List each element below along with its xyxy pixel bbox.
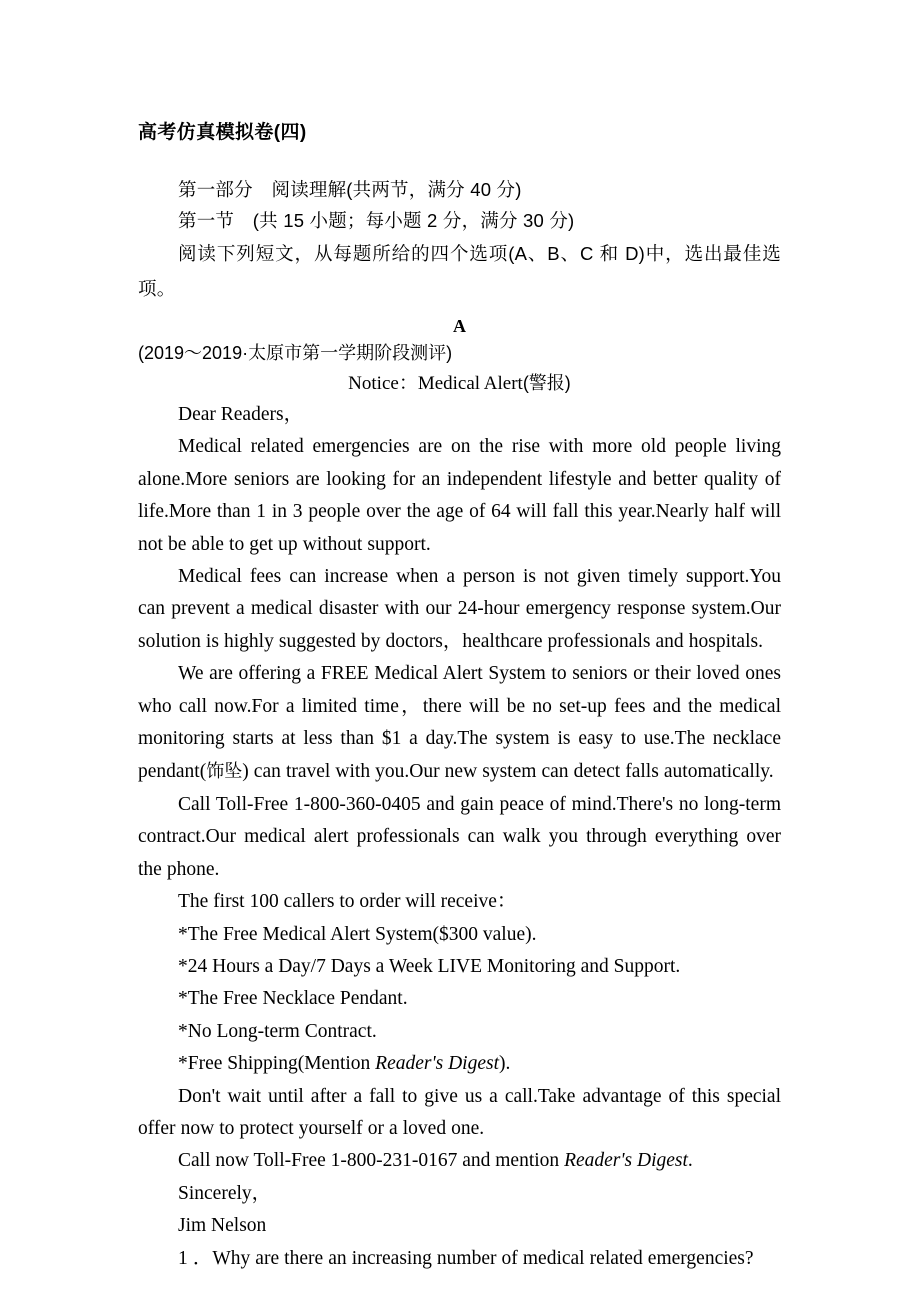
call-now-line bbox=[138, 1145, 781, 1177]
sign-off: Sincerely， bbox=[178, 1182, 272, 1204]
list-item: *The Free Medical Alert System($300 value). bbox=[178, 923, 537, 945]
passage-letter: A bbox=[453, 316, 466, 336]
spacer bbox=[138, 306, 781, 313]
offer-text-part-1: We are offering a FREE Medical Alert System to seniors or their loved ones who call now.For a limited time，there will be no set-up fees and the medical monitoring starts at less than $1 a day.The system is easy to use.The necklace pendant( bbox=[138, 663, 781, 783]
notice-title-gloss: (警报) bbox=[522, 373, 571, 393]
list-item: *The Free Necklace Pendant. bbox=[178, 988, 408, 1010]
publication-title: Reader's Digest bbox=[375, 1053, 500, 1075]
pendant-gloss: 饰坠 bbox=[206, 761, 243, 782]
body-paragraph-1: Medical related emergencies are on the rise with more old people living alone.More seniors are looking for an independent lifestyle and better quality of life.More than 1 in 3 people over the age of 64 will fall this year.Nearly half will not be able to get up without support. bbox=[138, 436, 781, 555]
reading-instruction: 阅读下列短文，从每题所给的四个选项(A、B、C 和 D)中，选出最佳选项。 bbox=[138, 243, 781, 299]
section-heading: 第一节 (共 15 小题；每小题 2 分，满分 30 分) bbox=[178, 210, 575, 231]
page-content bbox=[138, 118, 781, 1275]
body-paragraph-4: Call Toll-Free 1-800-360-0405 and gain peace of mind.There's no long-term contract.Our medical alert professionals can walk you through everything over the phone. bbox=[138, 793, 781, 880]
offer-text-part-2: ) can travel with you.Our new system can detect falls automatically. bbox=[242, 761, 774, 783]
list-item: *24 Hours a Day/7 Days a Week LIVE Monitoring and Support. bbox=[178, 955, 681, 977]
list-item bbox=[138, 1048, 781, 1080]
closing-paragraph: Don't wait until after a fall to give us a call.Take advantage of this special offer now to protect yourself or a loved one. bbox=[138, 1085, 781, 1139]
exam-title: 高考仿真模拟卷(四) bbox=[138, 122, 307, 143]
publication-title: Reader's Digest bbox=[564, 1150, 688, 1172]
passage-source: (2019～2019·太原市第一学期阶段测评) bbox=[138, 343, 453, 363]
salutation: Dear Readers， bbox=[178, 404, 304, 425]
signature: Jim Nelson bbox=[178, 1215, 267, 1237]
question-1: 1 ．Why are there an increasing number of medical related emergencies? bbox=[178, 1247, 754, 1269]
call-now-suffix: . bbox=[687, 1150, 693, 1172]
list-item-tail: ). bbox=[499, 1053, 511, 1075]
body-paragraph-3 bbox=[138, 658, 781, 789]
list-item: *No Long-term Contract. bbox=[178, 1020, 377, 1042]
body-paragraph-2: Medical fees can increase when a person is not given timely support.You can prevent a medical disaster with our 24-hour emergency response system.Our solution is highly suggested by doctors，healthcare professionals and hospitals. bbox=[138, 566, 781, 652]
notice-title-english: Notice：Medical Alert bbox=[348, 373, 523, 394]
part-heading: 第一部分 阅读理解(共两节，满分 40 分) bbox=[178, 179, 522, 200]
list-item-text: *Free Shipping(Mention bbox=[178, 1053, 376, 1075]
notice-title bbox=[138, 368, 781, 399]
call-now-prefix: Call now Toll-Free 1-800-231-0167 and mention bbox=[178, 1150, 565, 1172]
list-intro: The first 100 callers to order will receive： bbox=[178, 891, 517, 913]
